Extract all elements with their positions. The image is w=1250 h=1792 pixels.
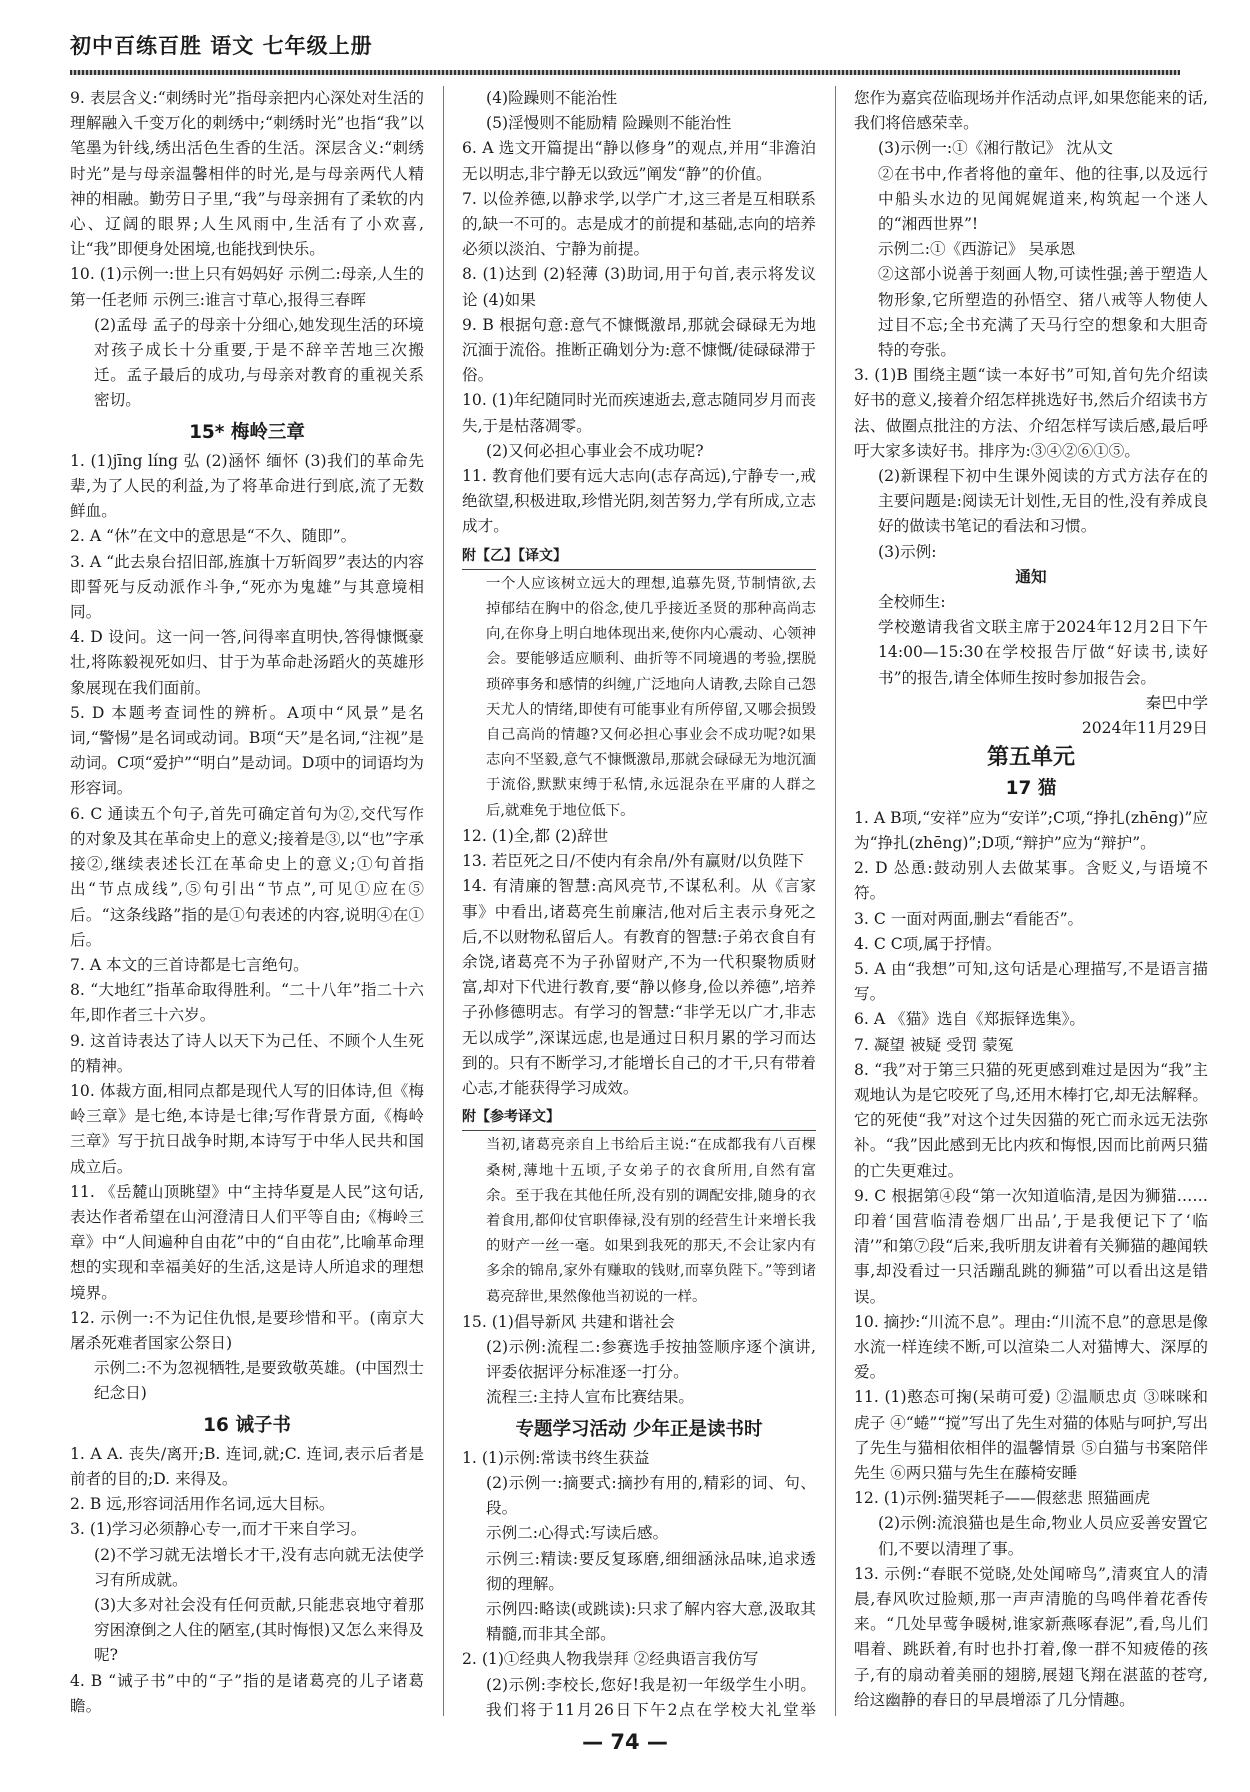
answer-paragraph: 2. B 远,形容词活用作名词,远大目标。 <box>70 1495 335 1514</box>
answer-paragraph: 5. D 本题考查词性的辨析。A项中“风景”是名词,“警惕”是名词或动词。B项“天”是名词,“注视”是动词。C项“爱护”“明白”是动词。D项中的词语均为形容词。 <box>70 703 424 798</box>
answer-paragraph: (2)示例:流程二:参赛选手按抽签顺序逐个演讲,评委依据评分标准逐一打分。 <box>486 1337 816 1382</box>
answer-paragraph: 8. (1)达到 (2)轻薄 (3)助词,用于句首,表示将发议论 (4)如果 <box>462 265 816 309</box>
answer-paragraph: (2)示例:李校长,您好!我是初一年级学生小明。我们将于11月26日下午2点在学校大礼堂举 <box>486 1675 816 1719</box>
answer-paragraph: (2)孟母 孟子的母亲十分细心,她发现生活的环境对孩子成长十分重要,于是不辞辛苦地三次搬迁。孟子最后的成功,与母亲对教育的重视关系密切。 <box>94 315 424 410</box>
column-divider <box>835 86 836 1716</box>
answer-paragraph: 14. 有清廉的智慧:高风亮节,不谋私利。从《言家事》中看出,诸葛亮生前廉洁,他对后主表示身死之后,不以财物私留后人。有教育的智慧:子弟衣食自有余饶,诸葛亮不为子孙留财产,不为一代积聚物质财富,却对下代进行教育,要“静以修身,俭以养德”,培养子孙修德明志。有学习的智慧:“非学无以广才,非志无以成学”,深谋远虑,也是通过日积月累的学习而达到的。只有不断学习,才能增长自己的才干,只有带着心志,才能获得学习成效。 <box>462 877 816 1097</box>
answer-paragraph: 通知 <box>1015 567 1047 586</box>
answer-paragraph: 1. (1)示例:常读书终生获益 <box>462 1448 650 1467</box>
answer-paragraph: 3. (1)学习必须静心专一,而才干来自学习。 <box>70 1520 367 1539</box>
section-heading: 17 猫 <box>1005 778 1057 800</box>
translation-text: 一个人应该树立远大的理想,追慕先贤,节制情欲,去掉郁结在胸中的俗念,使几乎接近圣贤的那种高尚志向,在你身上明白地体现出来,使你内心震动、心领神会。要能够适应顺利、曲折等不同境遇的考验,摆脱琐碎事务和感情的纠缠,广泛地向人请教,去除自己怨天尤人的情绪,即使有可能事业有所停留,又哪会损毁自己高尚的情趣?又何必担心事业会不成功呢?如果志向不坚毅,意气不慷慨激昂,那就会碌碌无为地沉湎于流俗,默默束缚于私情,永远混杂在平庸的人群之后,就难免于地位低下。 <box>486 575 816 819</box>
answer-paragraph: (4)险躁则不能治性 <box>486 89 618 107</box>
answer-paragraph: 1. (1)jīng líng 弘 (2)涵怀 缅怀 (3)我们的革命先辈,为了人民的利益,为了将革命进行到底,流了无数鲜血。 <box>70 451 424 521</box>
answer-paragraph: 示例二:心得式:写读后感。 <box>486 1524 669 1543</box>
answer-paragraph: 示例四:略读(或跳读):只求了解内容大意,汲取其精髓,而非其全部。 <box>486 1599 816 1644</box>
header-rule <box>70 70 1180 75</box>
section-heading: 第五单元 <box>986 745 1075 771</box>
answer-paragraph: 6. A 选文开篇提出“静以修身”的观点,并用“非澹泊无以明志,非宁静无以致远”阐发“静”的价值。 <box>462 139 816 183</box>
answer-paragraph: 3. C 一面对两面,删去“看能否”。 <box>854 909 1084 928</box>
answer-paragraph: 秦巴中学 <box>1145 693 1208 712</box>
answer-paragraph: 示例二:①《西游记》 吴承恩 <box>878 240 1076 259</box>
answer-paragraph: 12. 示例一:不为记住仇恨,是要珍惜和平。(南京大屠杀死难者国家公祭日) <box>70 1308 424 1352</box>
answer-paragraph: 11. 教育他们要有远大志向(志存高远),宁静专一,戒绝欲望,积极进取,珍惜光阴,刻苦努力,学有所成,立志成才。 <box>462 467 816 536</box>
answer-paragraph: 学校邀请我省文联主席于2024年12月2日下午14:00—15:30在学校报告厅做“好读书,读好书”的报告,请全体师生按时参加报告会。 <box>878 618 1208 687</box>
answer-paragraph: (2)新课程下初中生课外阅读的方式方法存在的主要问题是:阅读无计划性,无目的性,没有养成良好的做读书笔记的看法和习惯。 <box>878 467 1208 536</box>
book-title: 初中百练百胜 语文 七年级上册 <box>70 34 373 58</box>
answer-paragraph: 9. 表层含义:“刺绣时光”指母亲把内心深处对生活的理解融入千变万化的刺绣中;“刺绣时光”也指“我”以笔墨为针线,绣出活色生香的生活。深层含义:“刺绣时光”是与母亲温馨相伴的时光,是与母亲两代人精神的相融。勤劳日子里,“我”与母亲拥有了柔软的内心、辽阔的眼界;人生风雨中,生活有了小欢喜,让“我”即便身处困境,也能找到快乐。 <box>70 89 424 259</box>
answer-paragraph: 11. 《岳麓山顶眺望》中“主持华夏是人民”这句话,表达作者希望在山河澄清日人们平等自由;《梅岭三章》中“人间遍种自由花”中的“自由花”,比喻革命理想的实现和幸福美好的生活,这是诗人所追求的理想境界。 <box>70 1182 424 1302</box>
answer-paragraph: ②在书中,作者将他的童年、他的往事,以及远行中船头水边的见闻娓娓道来,构筑起一个迷人的“湘西世界”! <box>878 164 1208 234</box>
answer-paragraph: (2)不学习就无法增长才干,没有志向就无法使学习有所成就。 <box>94 1545 424 1589</box>
answer-paragraph: 1. A A. 丧失/离开;B. 连词,就;C. 连词,表示后者是前者的目的;D. 来得及。 <box>70 1444 424 1488</box>
answer-paragraph: 9. C 根据第④段“第一次知道临清,是因为狮猫……印着‘国营临清卷烟厂出品’,于是我便记下了‘临清’”和第⑦段“后来,我听朋友讲着有关狮猫的趣闻轶事,却没看过一只活蹦乱跳的狮猫”可以看出这是错误。 <box>854 1186 1208 1306</box>
answer-paragraph: 9. B 根据句意:意气不慷慨激昂,那就会碌碌无为地沉湎于流俗。推断正确划分为:意不慷慨/徒碌碌滞于俗。 <box>462 315 816 385</box>
page-number: — 74 — <box>582 1730 668 1754</box>
answer-paragraph: 4. D 设问。这一问一答,问得率直明快,答得慷慨豪壮,将陈毅视死如归、甘于为革命赴汤蹈火的英雄形象展现在我们面前。 <box>70 628 424 697</box>
translation-text: 当初,诸葛亮亲自上书给后主说:“在成都我有八百棵桑树,薄地十五顷,子女弟子的衣食所用,自然有富余。至于我在其他任所,没有别的调配安排,随身的衣着食用,都仰仗官职俸禄,没有别的经营生计来增长我的财产一丝一毫。如果到我死的那天,不会让家内有多余的锦帛,家外有赚取的钱财,而辜负陛下。”等到诸葛亮辞世,果然像他当初说的一样。 <box>486 1137 816 1305</box>
column-divider <box>443 86 444 1716</box>
answer-paragraph: 4. C C项,属于抒情。 <box>854 934 1002 953</box>
answer-paragraph: 2. A “休”在文中的意思是“不久、随即”。 <box>70 527 357 546</box>
answer-paragraph: 示例二:不为忽视牺牲,是要致敬英雄。(中国烈士纪念日) <box>94 1359 424 1403</box>
answer-paragraph: (3)大多对社会没有任何贡献,只能悲哀地守着那穷困潦倒之人住的陋室,(其时悔恨)又怎么来得及呢? <box>94 1595 424 1665</box>
answer-paragraph: 2024年11月29日 <box>1081 719 1208 738</box>
answer-paragraph: 7. 以俭养德,以静求学,以学广才,这三者是互相联系的,缺一不可的。志是成才的前提和基础,志向的培养必须以淡泊、宁静为前提。 <box>462 189 816 259</box>
translation-label: 附【参考译文】 <box>462 1105 816 1131</box>
answer-paragraph: 3. A “此去泉台招旧部,旌旗十万斩阎罗”表达的内容即誓死与反动派作斗争,“死亦为鬼雄”与其意境相同。 <box>70 552 424 622</box>
answer-paragraph: (3)示例: <box>878 542 937 561</box>
answer-paragraph: 全校师生: <box>878 593 946 612</box>
answer-paragraph: 13. 示例:“春眠不觉晓,处处闻啼鸟”,清爽宜人的清晨,春风吹过脸颊,那一声声清脆的鸟鸣伴着花香传来。“几处早莺争暖树,谁家新燕啄春泥”,看,鸟儿们唱着、跳跃着,有时也扑打着,像一群不知疲倦的孩子,有的扇动着美丽的翅膀,展翅飞翔在湛蓝的苍穹,给这幽静的春日的早晨增添了几分情趣。 <box>854 1564 1208 1709</box>
answer-paragraph: 2. (1)①经典人物我崇拜 ②经典语言我仿写 <box>462 1650 759 1669</box>
answer-paragraph: 13. 若臣死之日/不使内有余帛/外有赢财/以负陛下 <box>462 852 804 871</box>
answer-paragraph: 流程三:主持人宣布比赛结果。 <box>486 1388 694 1407</box>
answer-paragraph: 8. “大地红”指革命取得胜利。“二十八年”指二十六年,即作者三十六岁。 <box>70 981 424 1025</box>
answer-paragraph: (2)示例:流浪猫也是生命,物业人员应妥善安置它们,不要以清理了事。 <box>878 1514 1208 1558</box>
section-heading: 15* 梅岭三章 <box>189 421 305 443</box>
answer-paragraph: 10. (1)年纪随同时光而疾速逝去,意志随同岁月而丧失,于是枯落凋零。 <box>462 391 816 435</box>
column-left <box>70 86 424 1721</box>
answer-paragraph: 12. (1)示例:猫哭耗子——假慈悲 照猫画虎 <box>854 1489 1150 1508</box>
answer-paragraph: 10. 体裁方面,相同点都是现代人写的旧体诗,但《梅岭三章》是七绝,本诗是七律;写作背景方面,《梅岭三章》写于抗日战争时期,本诗写于中华人民共和国成立后。 <box>70 1081 424 1176</box>
answer-paragraph: 1. A B项,“安祥”应为“安详”;C项,“挣扎(zhēng)”应为“挣扎(zhēng)”;D项,“辩护”应为“辩护”。 <box>854 808 1208 852</box>
answer-paragraph: 6. C 通读五个句子,首先可确定首句为②,交代写作的对象及其在革命史上的意义;接着是③,以“也”字承接②,继续表述长江在革命史上的意义;①句首指出“节点成线”,⑤句引出“节点”,可见①应在⑤后。“这条线路”指的是①句表述的内容,说明④在①后。 <box>70 804 424 949</box>
answer-paragraph: 9. 这首诗表达了诗人以天下为己任、不顾个人生死的精神。 <box>70 1031 424 1075</box>
column-middle <box>462 86 816 1721</box>
answer-paragraph: 示例三:精读:要反复琢磨,细细涵泳品味,追求透彻的理解。 <box>486 1549 816 1593</box>
answer-paragraph: 6. A 《猫》选自《郑振铎选集》。 <box>854 1010 1085 1029</box>
column-right <box>854 86 1208 1721</box>
translation-label: 附【乙】【译文】 <box>462 544 816 570</box>
answer-paragraph: 7. 凝望 被疑 受罚 蒙冤 <box>854 1035 1014 1054</box>
section-heading: 专题学习活动 少年正是读书时 <box>515 1418 763 1440</box>
answer-paragraph: (2)又何必担心事业会不成功呢? <box>486 441 704 460</box>
answer-paragraph: ②这部小说善于刻画人物,可读性强;善于塑造人物形象,它所塑造的孙悟空、猪八戒等人物使人过目不忘;全书充满了天马行空的想象和大胆奇特的夸张。 <box>878 265 1208 360</box>
answer-paragraph: 4. B “诫子书”中的“子”指的是诸葛亮的儿子诸葛瞻。 <box>70 1671 424 1715</box>
answer-paragraph: 11. (1)憨态可掬(呆萌可爱) ②温顺忠贞 ③咪咪和虎子 ④“蜷”“搅”写出了先生对猫的体贴与呵护,写出了先生与猫相依相伴的温馨情景 ⑤白猫与书案陪伴先生 ⑥两只猫与先生在藤椅安睡 <box>854 1388 1208 1482</box>
answer-paragraph: 8. “我”对于第三只猫的死更感到难过是因为“我”主观地认为是它咬死了鸟,还用木棒打它,却无法解释。它的死使“我”对这个过失因猫的死亡而永远无法弥补。“我”因此感到无比内疚和悔恨,因而比前两只猫的亡失更难过。 <box>854 1060 1208 1180</box>
answer-paragraph <box>70 1719 424 1721</box>
answer-paragraph: 12. (1)全,都 (2)辞世 <box>462 826 609 845</box>
answer-paragraph: (5)淫慢则不能励精 险躁则不能治性 <box>486 114 732 133</box>
answer-paragraph: (3)示例一:①《湘行散记》 沈从文 <box>878 139 1114 158</box>
answer-paragraph: 5. A 由“我想”可知,这句话是心理描写,不是语言描写。 <box>854 959 1208 1004</box>
section-heading: 16 诫子书 <box>203 1414 291 1436</box>
page-header <box>70 22 1180 74</box>
answer-paragraph: 3. (1)B 围绕主题“读一本好书”可知,首句先介绍读好书的意义,接着介绍怎样挑选好书,然后介绍读书方法、做圈点批注的方法、介绍怎样写读后感,最后呼吁大家多读好书。排序为:③④②⑥①⑤。 <box>854 366 1208 460</box>
answer-paragraph: 15. (1)倡导新风 共建和谐社会 <box>462 1312 675 1331</box>
answer-paragraph: 您作为嘉宾莅临现场并作活动点评,如果您能来的话,我们将倍感荣幸。 <box>854 89 1208 133</box>
answer-paragraph: 7. A 本文的三首诗都是七言绝句。 <box>70 955 309 974</box>
answer-paragraph: 10. 摘抄:“川流不息”。理由:“川流不息”的意思是像水流一样连续不断,可以渲染二人对猫博大、深厚的爱。 <box>854 1312 1208 1382</box>
answer-paragraph: (2)示例一:摘要式:摘抄有用的,精彩的词、句、段。 <box>486 1473 816 1518</box>
answer-paragraph: 2. D 怂恿:鼓动别人去做某事。含贬义,与语境不符。 <box>854 859 1208 903</box>
answer-paragraph: 10. (1)示例一:世上只有妈妈好 示例二:母亲,人生的第一任老师 示例三:谁言寸草心,报得三春晖 <box>70 265 424 309</box>
